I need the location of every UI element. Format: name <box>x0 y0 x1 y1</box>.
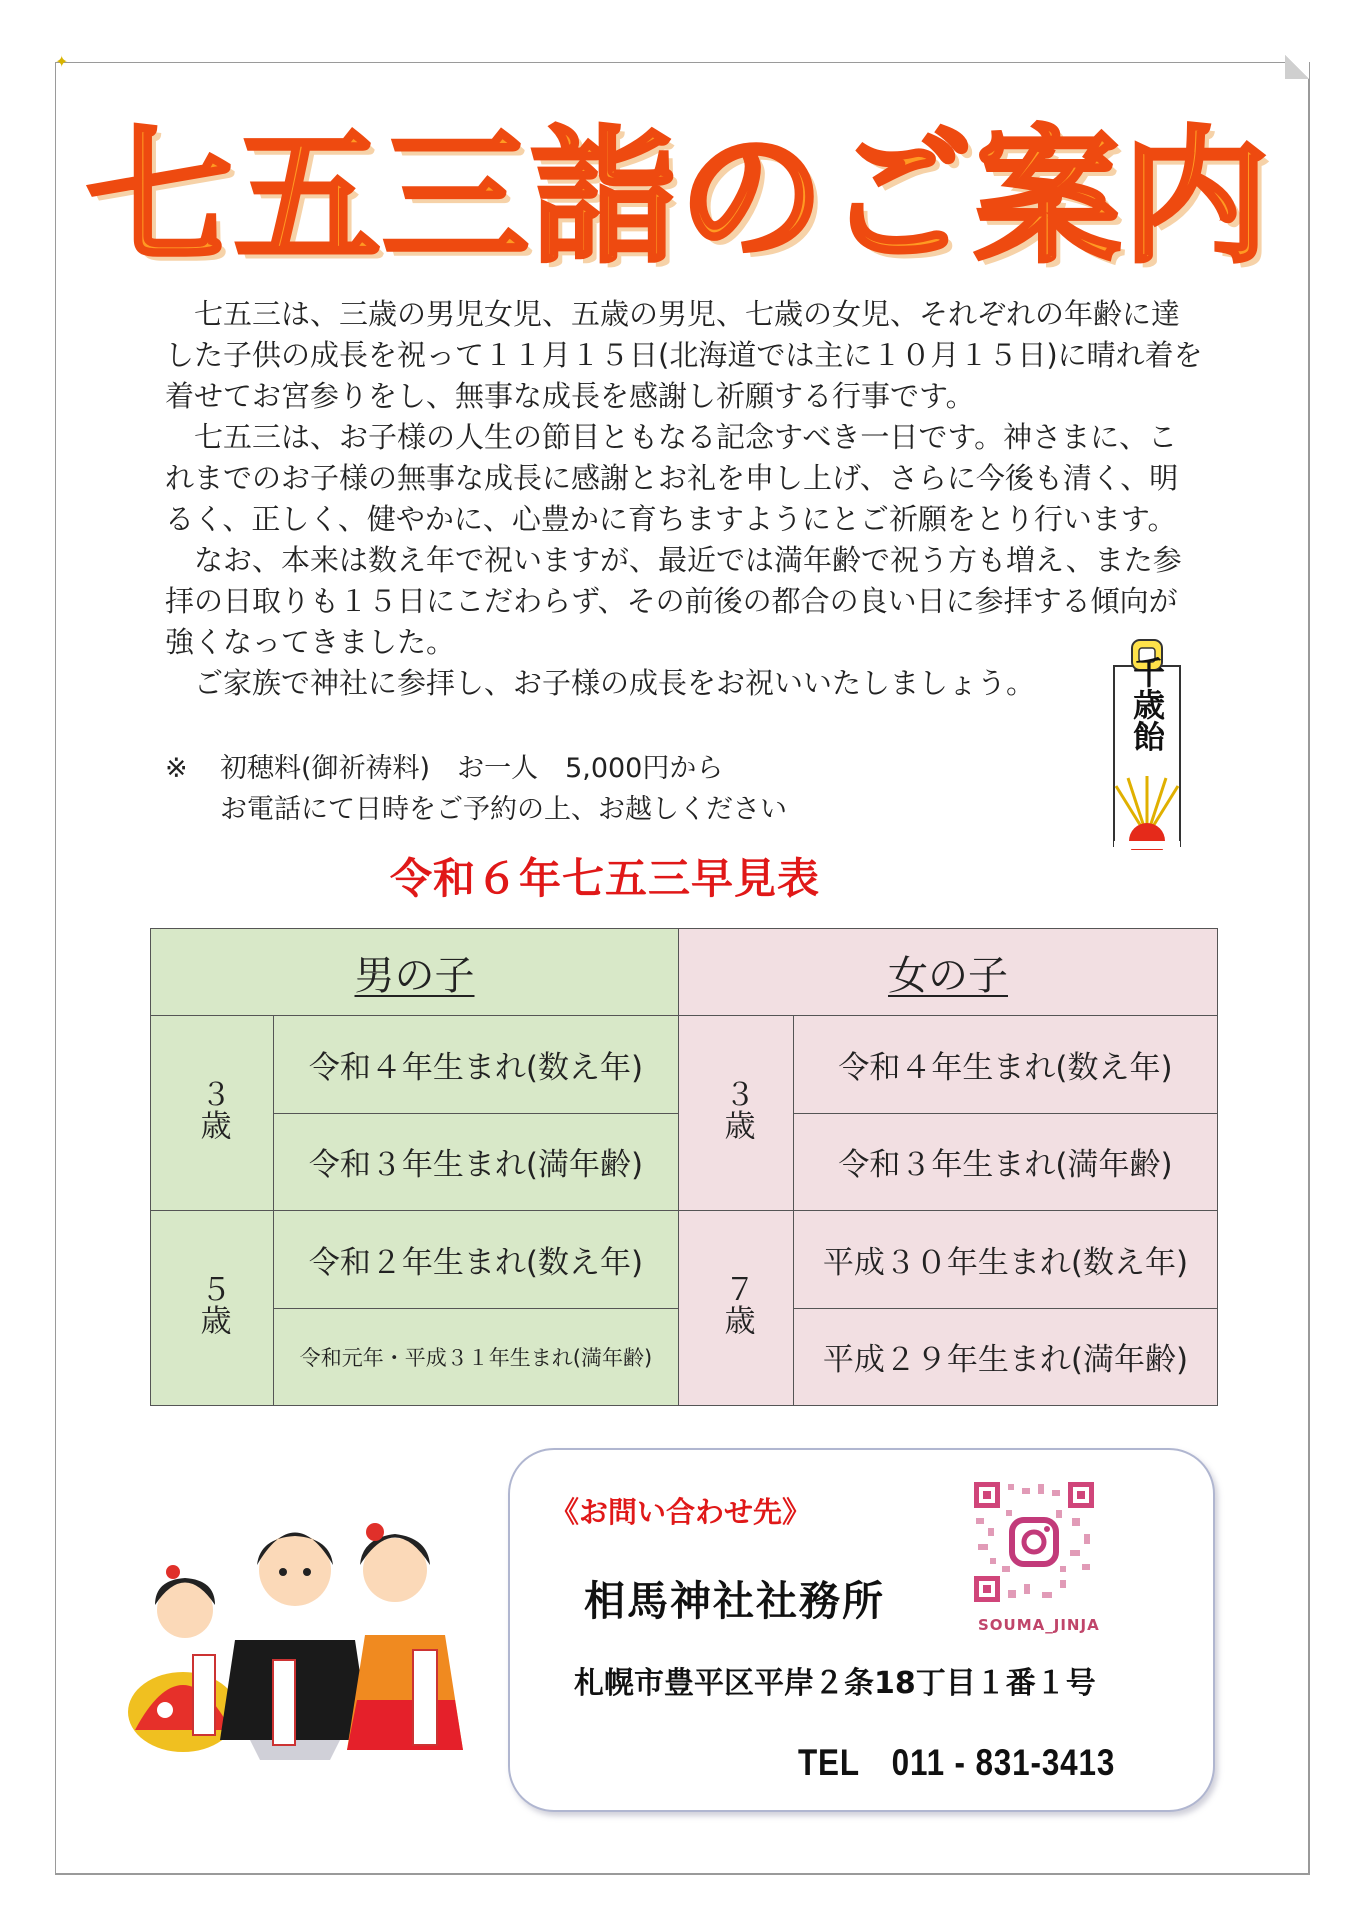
qr-label: SOUMA_JINJA <box>978 1616 1100 1634</box>
boy-row-2: 令和３年生まれ(満年齢) <box>274 1113 679 1210</box>
children-illustration <box>125 1460 465 1760</box>
boy-row-3: 令和２年生まれ(数え年) <box>274 1211 679 1308</box>
contact-title: 《お問い合わせ先》 <box>550 1495 812 1529</box>
girl-row-2: 令和３年生まれ(満年齢) <box>794 1113 1218 1210</box>
folded-corner <box>1285 55 1309 79</box>
candy-label: 千歳飴 <box>1128 656 1166 752</box>
instagram-qr-code[interactable] <box>972 1480 1096 1604</box>
note-mark: ※ <box>165 753 188 784</box>
phone-number[interactable]: TEL 011 - 831-3413 <box>798 1742 1116 1783</box>
paragraph-4: ご家族で神社に参拝し、お子様の成長をお祝いいたしましょう。 <box>165 666 1036 700</box>
fee-text: 初穂料(御祈祷料) お一人 5,000円から <box>220 753 724 784</box>
paragraph-3: なお、本来は数え年で祝いますが、最近では満年齢で祝う方も増え、また参拝の日取りも１５日にこだわらず、その前後の都合の良い日に参拝する傾向が強くなってきました。 <box>165 543 1182 659</box>
boy-age-5: ５歳 <box>151 1211 274 1406</box>
boy-row-1: 令和４年生まれ(数え年) <box>274 1016 679 1113</box>
pin-icon: ✦ <box>55 52 69 71</box>
contact-box <box>508 1448 1215 1812</box>
girl-age-3: ３歳 <box>679 1016 794 1211</box>
girl-row-3: 平成３０年生まれ(数え年) <box>794 1211 1218 1308</box>
chitose-ame-icon <box>1106 636 1188 850</box>
boy-row-4: 令和元年・平成３１年生まれ(満年齢) <box>274 1308 679 1405</box>
girl-row-4: 平成２９年生まれ(満年齢) <box>794 1308 1218 1405</box>
address: 札幌市豊平区平岸２条18丁目１番１号 <box>574 1666 1096 1701</box>
girl-row-1: 令和４年生まれ(数え年) <box>794 1016 1218 1113</box>
shichigosan-table <box>150 928 1218 1406</box>
page-title: 七五三詣のご案内 <box>86 113 1271 283</box>
reservation-text: お電話にて日時をご予約の上、お越しください <box>220 794 787 825</box>
shrine-office-name: 相馬神社社務所 <box>584 1577 885 1625</box>
paragraph-2: 七五三は、お子様の人生の節目ともなる記念すべき一日です。神さまに、これまでのお子様の無事な成長に感謝とお礼を申し上げ、さらに今後も清く、明るく、正しく、健やかに、心豊かに育ちますようにとご祈願をとり行います。 <box>165 420 1179 536</box>
girl-header: 女の子 <box>679 929 1218 1016</box>
girl-age-7: ７歳 <box>679 1211 794 1406</box>
fee-note <box>165 748 787 830</box>
paragraph-1: 七五三は、三歳の男児女児、五歳の男児、七歳の女児、それぞれの年齢に達した子供の成長を祝って１１月１５日(北海道では主に１０月１５日)に晴れ着を着せてお宮参りをし、無事な成長を感謝し祈願する行事です。 <box>165 297 1203 413</box>
boy-age-3: ３歳 <box>151 1016 274 1211</box>
intro-text <box>165 294 1205 704</box>
table-title: 令和６年七五三早見表 <box>390 854 821 903</box>
boy-header: 男の子 <box>151 929 679 1016</box>
